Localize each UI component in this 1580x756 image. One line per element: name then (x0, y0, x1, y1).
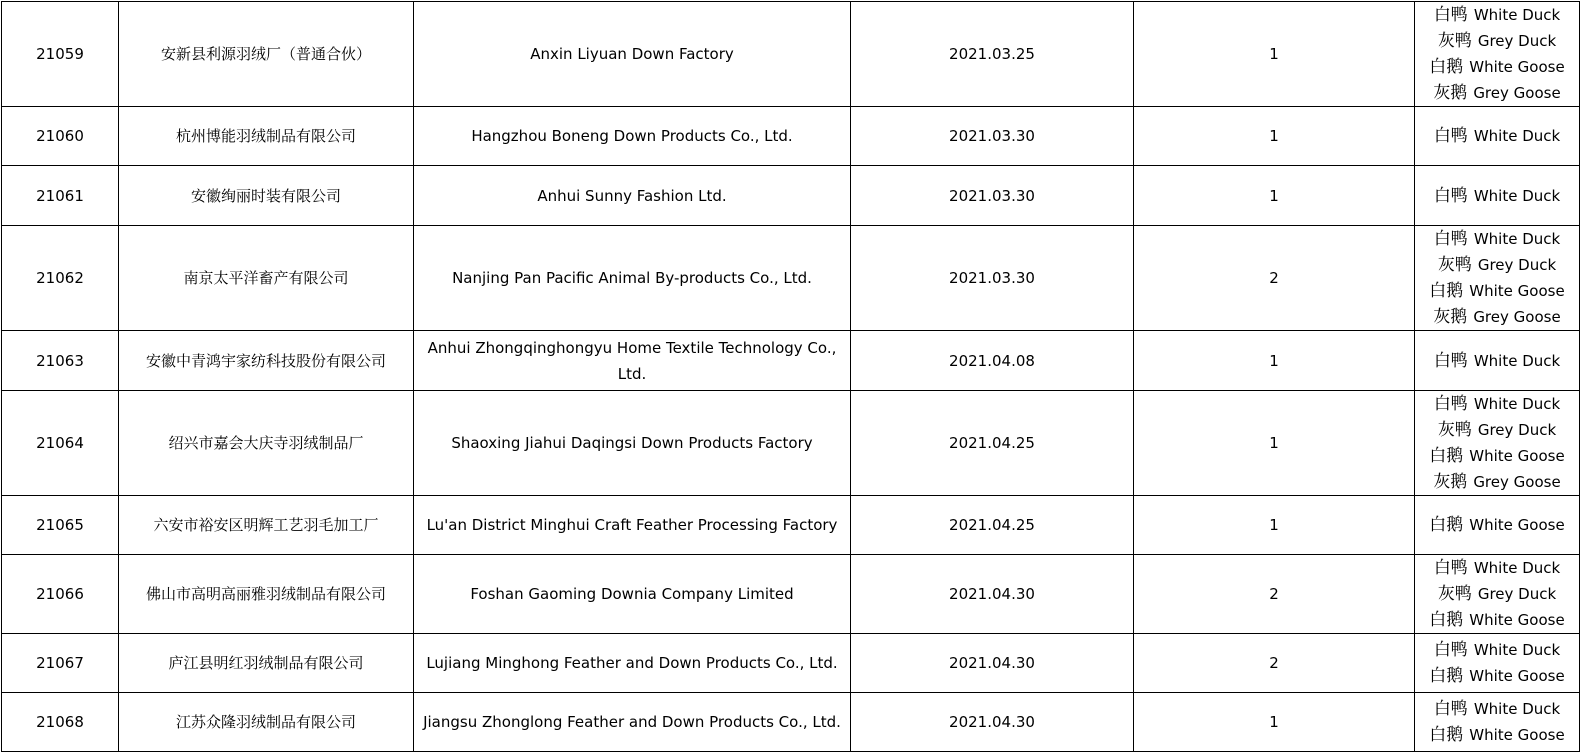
company-name-en: Lujiang Minghong Feather and Down Products Co., Ltd. (414, 634, 851, 693)
table-row (2, 166, 1580, 226)
cert-number: 21061 (2, 166, 119, 226)
species-cell (1415, 693, 1580, 752)
species-en: White Goose (1469, 726, 1565, 744)
species-en: White Duck (1473, 6, 1561, 24)
count: 1 (1134, 693, 1415, 752)
species-item (1421, 696, 1573, 722)
species-cell (1415, 226, 1580, 331)
species-cell (1415, 2, 1580, 107)
date: 2021.04.30 (851, 693, 1134, 752)
species-cn: 灰鹅 (1433, 307, 1468, 327)
species-item (1421, 469, 1573, 495)
company-name-en: Lu'an District Minghui Craft Feather Processing Factory (414, 496, 851, 555)
species-cn: 白鹅 (1429, 666, 1464, 686)
species-item (1421, 663, 1573, 689)
date: 2021.04.30 (851, 634, 1134, 693)
cert-number: 21064 (2, 391, 119, 496)
species-item (1421, 278, 1573, 304)
cert-number: 21062 (2, 226, 119, 331)
table-row (2, 634, 1580, 693)
company-name-en: Nanjing Pan Pacific Animal By-products Co., Ltd. (414, 226, 851, 331)
cert-number: 21059 (2, 2, 119, 107)
table-row (2, 226, 1580, 331)
cert-number: 21066 (2, 555, 119, 634)
table-body (2, 2, 1580, 752)
date: 2021.04.08 (851, 331, 1134, 391)
date: 2021.04.25 (851, 391, 1134, 496)
count: 1 (1134, 166, 1415, 226)
species-en: White Goose (1469, 611, 1565, 629)
date: 2021.04.25 (851, 496, 1134, 555)
date: 2021.04.30 (851, 555, 1134, 634)
species-item (1421, 637, 1573, 663)
species-en: Grey Duck (1477, 421, 1557, 439)
table-row (2, 2, 1580, 107)
table-row (2, 555, 1580, 634)
species-item (1421, 555, 1573, 581)
species-cn: 灰鹅 (1433, 83, 1468, 103)
species-item (1421, 123, 1573, 149)
table-row (2, 107, 1580, 166)
count: 1 (1134, 107, 1415, 166)
company-name-cn: 六安市裕安区明辉工艺羽毛加工厂 (119, 496, 414, 555)
species-cn: 白鸭 (1433, 126, 1468, 146)
company-name-en: Foshan Gaoming Downia Company Limited (414, 555, 851, 634)
company-name-cn: 江苏众隆羽绒制品有限公司 (119, 693, 414, 752)
species-cn: 白鸭 (1433, 5, 1468, 25)
company-name-cn: 南京太平洋畜产有限公司 (119, 226, 414, 331)
company-name-en: Shaoxing Jiahui Daqingsi Down Products Factory (414, 391, 851, 496)
species-cell (1415, 166, 1580, 226)
species-item (1421, 443, 1573, 469)
species-cn: 灰鸭 (1437, 255, 1472, 275)
cert-number: 21065 (2, 496, 119, 555)
species-en: White Duck (1473, 351, 1561, 370)
table-row (2, 391, 1580, 496)
species-en: Grey Goose (1473, 84, 1561, 102)
date: 2021.03.30 (851, 166, 1134, 226)
company-name-cn: 佛山市高明高丽雅羽绒制品有限公司 (119, 555, 414, 634)
species-cn: 白鹅 (1429, 446, 1464, 466)
species-cn: 白鸭 (1433, 394, 1468, 414)
count: 2 (1134, 555, 1415, 634)
cert-number: 21063 (2, 331, 119, 391)
species-cn: 白鹅 (1429, 515, 1464, 535)
count: 1 (1134, 391, 1415, 496)
species-item (1421, 417, 1573, 443)
species-en: White Goose (1469, 516, 1565, 534)
certification-table (1, 1, 1580, 752)
species-en: White Duck (1473, 559, 1561, 577)
species-en: White Duck (1473, 127, 1561, 145)
species-item (1421, 722, 1573, 748)
company-name-cn: 安新县利源羽绒厂（普通合伙） (119, 2, 414, 107)
species-item (1421, 391, 1573, 417)
species-en: Grey Goose (1473, 473, 1561, 491)
count: 1 (1134, 496, 1415, 555)
species-cn: 白鹅 (1429, 57, 1464, 77)
species-cn: 白鹅 (1429, 725, 1464, 745)
species-en: Grey Goose (1473, 308, 1561, 326)
species-item (1421, 80, 1573, 106)
company-name-cn: 杭州博能羽绒制品有限公司 (119, 107, 414, 166)
species-cn: 灰鸭 (1437, 584, 1472, 604)
date: 2021.03.30 (851, 226, 1134, 331)
company-name-en: Anhui Sunny Fashion Ltd. (414, 166, 851, 226)
count: 1 (1134, 2, 1415, 107)
species-cell (1415, 634, 1580, 693)
species-item (1421, 226, 1573, 252)
species-en: White Goose (1469, 282, 1565, 300)
species-item (1421, 28, 1573, 54)
species-item (1421, 348, 1573, 374)
species-en: White Duck (1473, 230, 1561, 248)
species-cell (1415, 555, 1580, 634)
species-cn: 灰鹅 (1433, 472, 1468, 492)
species-item (1421, 183, 1573, 209)
company-name-en: Anhui Zhongqinghongyu Home Textile Technology Co., Ltd. (414, 331, 851, 391)
species-cn: 白鸭 (1433, 350, 1468, 371)
species-en: White Goose (1469, 667, 1565, 685)
species-cell (1415, 391, 1580, 496)
species-item (1421, 252, 1573, 278)
cert-number: 21068 (2, 693, 119, 752)
company-name-cn: 安徽绚丽时装有限公司 (119, 166, 414, 226)
species-cell (1415, 496, 1580, 555)
company-name-en: Anxin Liyuan Down Factory (414, 2, 851, 107)
species-cn: 灰鸭 (1437, 420, 1472, 440)
species-en: Grey Duck (1477, 256, 1557, 274)
species-item (1421, 304, 1573, 330)
species-item (1421, 2, 1573, 28)
species-en: White Goose (1469, 447, 1565, 465)
company-name-cn: 庐江县明红羽绒制品有限公司 (119, 634, 414, 693)
species-cell (1415, 107, 1580, 166)
species-cn: 白鸭 (1433, 699, 1468, 719)
cert-number: 21060 (2, 107, 119, 166)
table-row (2, 693, 1580, 752)
species-cn: 白鹅 (1429, 610, 1464, 630)
company-name-cn: 绍兴市嘉会大庆寺羽绒制品厂 (119, 391, 414, 496)
species-en: Grey Duck (1477, 32, 1557, 50)
species-en: White Goose (1469, 58, 1565, 76)
species-item (1421, 581, 1573, 607)
species-en: Grey Duck (1477, 585, 1557, 603)
species-cn: 白鸭 (1433, 640, 1468, 660)
species-cn: 灰鸭 (1437, 31, 1472, 51)
species-item (1421, 512, 1573, 538)
species-en: White Duck (1473, 395, 1561, 413)
table-row (2, 331, 1580, 391)
count: 2 (1134, 226, 1415, 331)
count: 2 (1134, 634, 1415, 693)
company-name-en: Hangzhou Boneng Down Products Co., Ltd. (414, 107, 851, 166)
species-item (1421, 54, 1573, 80)
species-item (1421, 607, 1573, 633)
cert-number: 21067 (2, 634, 119, 693)
date: 2021.03.30 (851, 107, 1134, 166)
species-en: White Duck (1473, 641, 1561, 659)
date: 2021.03.25 (851, 2, 1134, 107)
species-en: White Duck (1473, 186, 1561, 205)
species-cn: 白鹅 (1429, 281, 1464, 301)
species-cn: 白鸭 (1433, 229, 1468, 249)
species-cn: 白鸭 (1433, 185, 1468, 206)
table-row (2, 496, 1580, 555)
count: 1 (1134, 331, 1415, 391)
species-cell (1415, 331, 1580, 391)
species-cn: 白鸭 (1433, 558, 1468, 578)
species-en: White Duck (1473, 700, 1561, 718)
company-name-cn: 安徽中青鸿宇家纺科技股份有限公司 (119, 331, 414, 391)
company-name-en: Jiangsu Zhonglong Feather and Down Products Co., Ltd. (414, 693, 851, 752)
